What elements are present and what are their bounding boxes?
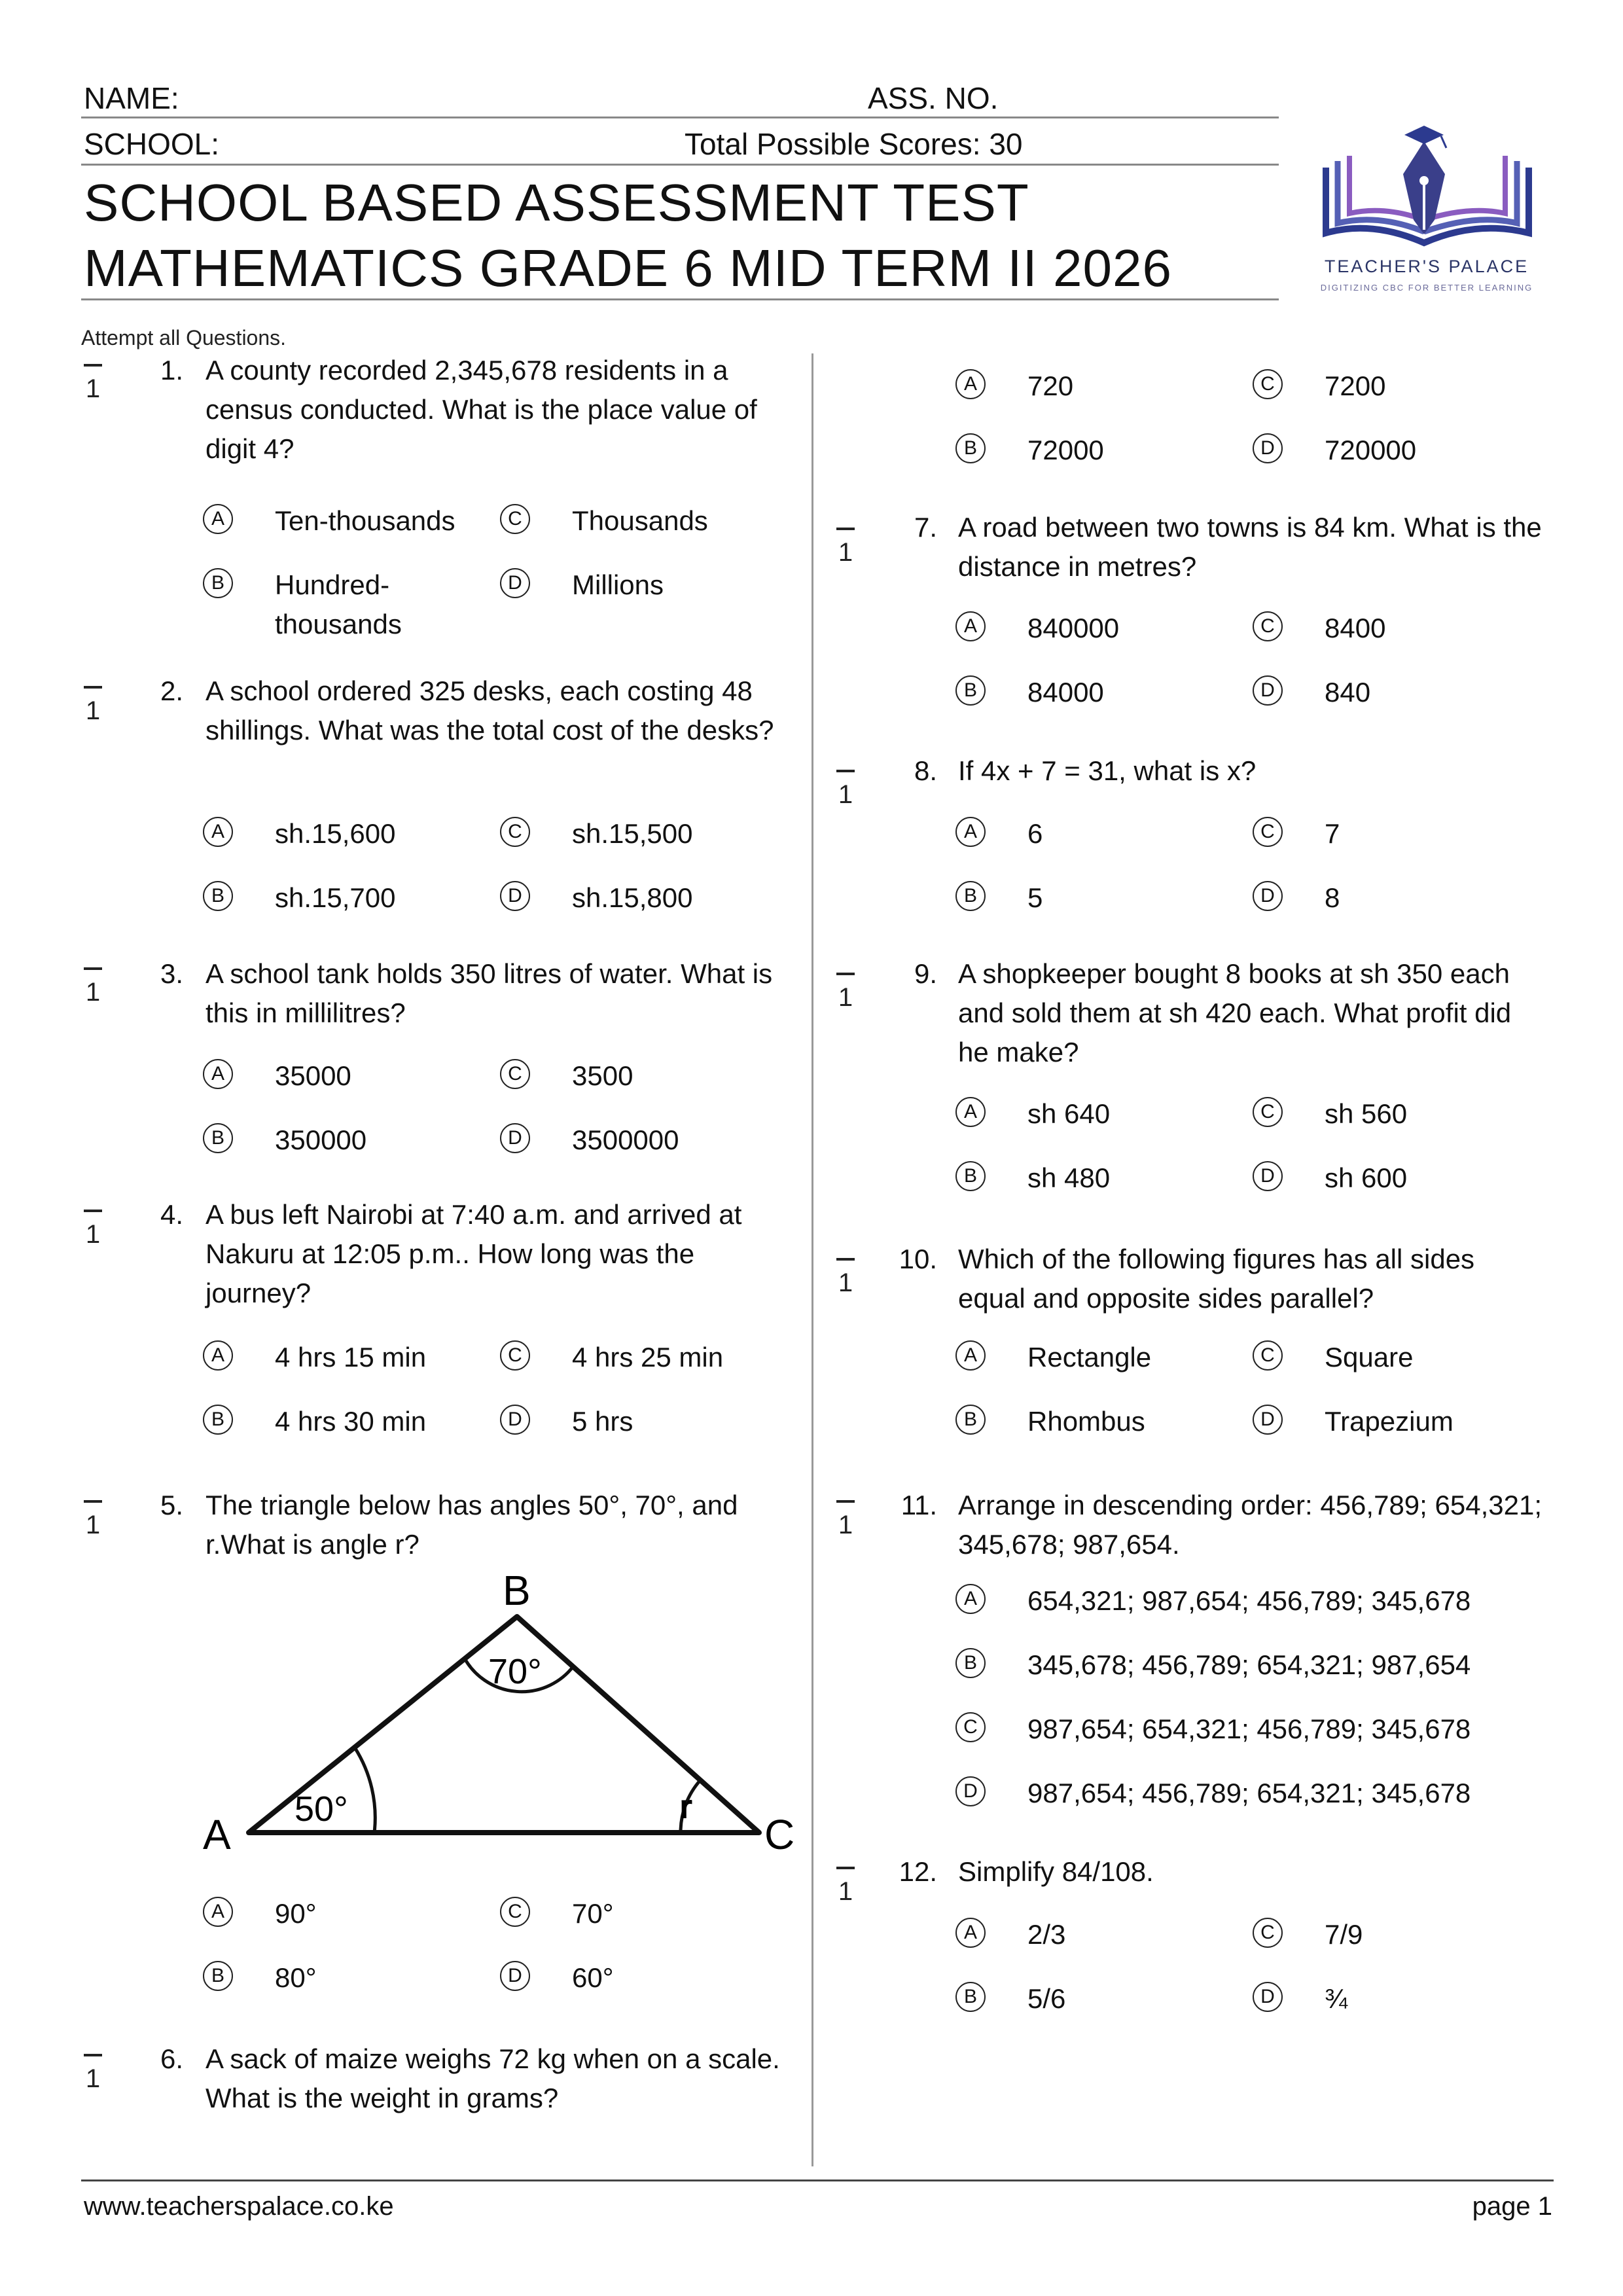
angle-b-label: 70° <box>488 1652 542 1691</box>
option-text: 350000 <box>275 1124 367 1155</box>
name-line <box>81 117 1279 118</box>
question-stem: Which of the following figures has all sides equal and opposite sides parallel? <box>958 1244 1475 1314</box>
option-text: Rectangle <box>1027 1342 1152 1372</box>
angle-c-label: r <box>679 1788 693 1826</box>
option-letter: D <box>500 1961 530 1991</box>
option-letter: B <box>955 1982 986 2012</box>
page-title-line2: MATHEMATICS GRADE 6 MID TERM II 2026 <box>84 239 1172 297</box>
mark-box <box>832 1500 859 1541</box>
mark-value: 1 <box>838 538 853 567</box>
mark-box <box>80 1210 106 1250</box>
option-letter: B <box>955 675 986 706</box>
logo-tagline: DIGITIZING CBC FOR BETTER LEARNING <box>1320 283 1533 293</box>
option-letter: C <box>500 1340 530 1371</box>
option-text: 987,654; 654,321; 456,789; 345,678 <box>1027 1713 1471 1744</box>
option-text: 3500000 <box>572 1124 679 1155</box>
total-scores: Total Possible Scores: 30 <box>685 127 1023 161</box>
question-number: 5. <box>160 1490 183 1520</box>
option-letter: C <box>500 1059 530 1089</box>
option-text: 654,321; 987,654; 456,789; 345,678 <box>1027 1585 1471 1616</box>
mark-value: 1 <box>838 1877 853 1906</box>
option-letter: D <box>500 1123 530 1153</box>
option-text: 7 <box>1325 818 1340 849</box>
option-letter: B <box>203 568 233 598</box>
mark-value: 1 <box>838 1268 853 1297</box>
question-stem: If 4x + 7 = 31, what is x? <box>958 755 1257 786</box>
mark-value: 1 <box>838 780 853 809</box>
option-text: 5 <box>1027 882 1043 913</box>
option-letter: A <box>955 1584 986 1614</box>
option-text: sh 560 <box>1325 1098 1408 1129</box>
option-text: sh.15,700 <box>275 882 396 913</box>
mark-value: 1 <box>85 374 101 403</box>
question-number: 10. <box>899 1244 937 1274</box>
option-letter: B <box>955 1161 986 1191</box>
mark-box <box>80 2054 106 2094</box>
column-divider <box>812 353 813 2166</box>
mark-box <box>80 1500 106 1541</box>
option-text: 72000 <box>1027 435 1104 465</box>
option-text: 2/3 <box>1027 1919 1066 1950</box>
angle-arc-a <box>355 1748 375 1833</box>
name-label: NAME: <box>84 81 179 115</box>
option-text: sh 600 <box>1325 1162 1408 1193</box>
option-letter: A <box>955 1097 986 1127</box>
option-letter: A <box>955 611 986 641</box>
option-text: ¾ <box>1325 1983 1348 2014</box>
option-text: 6 <box>1027 818 1043 849</box>
mark-box <box>80 686 106 726</box>
option-letter: D <box>1253 433 1283 463</box>
option-text: Square <box>1325 1342 1414 1372</box>
question-stem: A road between two towns is 84 km. What is the distance in metres? <box>958 512 1542 582</box>
option-text: 840000 <box>1027 613 1120 643</box>
question-stem: Arrange in descending order: 456,789; 654,321; 345,678; 987,654. <box>958 1490 1542 1560</box>
option-letter: A <box>203 1059 233 1089</box>
option-letter: A <box>203 1897 233 1927</box>
option-text: 80° <box>275 1962 317 1993</box>
option-letter: A <box>203 817 233 847</box>
angle-a-label: 50° <box>294 1789 348 1829</box>
option-text: Thousands <box>572 505 708 536</box>
triangle-diagram <box>196 1571 812 1872</box>
option-letter: D <box>500 881 530 911</box>
option-text: sh 480 <box>1027 1162 1111 1193</box>
question-number: 2. <box>160 675 183 706</box>
footer-line <box>81 2179 1554 2181</box>
question-stem: A bus left Nairobi at 7:40 a.m. and arrived at Nakuru at 12:05 p.m.. How long was the journey? <box>205 1199 742 1308</box>
option-letter: C <box>1253 817 1283 847</box>
question-stem: The triangle below has angles 50°, 70°, and r.What is angle r? <box>205 1490 738 1560</box>
page-number: page 1 <box>1472 2192 1552 2221</box>
option-text: sh.15,800 <box>572 882 693 913</box>
logo-name: TEACHER'S PALACE <box>1324 257 1529 276</box>
option-letter: A <box>955 369 986 399</box>
option-text: 987,654; 456,789; 654,321; 345,678 <box>1027 1778 1471 1808</box>
option-text: 90° <box>275 1898 317 1929</box>
mark-value: 1 <box>85 1511 101 1539</box>
question-stem: Simplify 84/108. <box>958 1856 1154 1887</box>
question-number: 9. <box>914 958 937 989</box>
option-letter: B <box>203 1405 233 1435</box>
option-letter: D <box>1253 1405 1283 1435</box>
question-number: 6. <box>160 2043 183 2074</box>
mark-box <box>832 770 859 810</box>
option-text: sh.15,600 <box>275 818 396 849</box>
vertex-c-label: C <box>764 1811 795 1858</box>
option-letter: A <box>203 504 233 534</box>
option-text: Hundred-thousands <box>275 569 402 639</box>
option-letter: C <box>1253 369 1283 399</box>
mark-box <box>832 1867 859 1907</box>
option-text: 84000 <box>1027 677 1104 708</box>
option-text: 7/9 <box>1325 1919 1363 1950</box>
option-letter: A <box>955 1340 986 1371</box>
question-number: 7. <box>914 512 937 543</box>
school-line <box>81 164 1279 166</box>
question-stem: A school ordered 325 desks, each costing 48 shillings. What was the total cost of the desks? <box>205 675 774 745</box>
option-text: 840 <box>1325 677 1371 708</box>
option-letter: A <box>203 1340 233 1371</box>
question-number: 12. <box>899 1856 937 1887</box>
option-letter: B <box>955 1405 986 1435</box>
option-letter: C <box>955 1712 986 1742</box>
mark-box <box>80 967 106 1008</box>
option-letter: C <box>1253 1097 1283 1127</box>
mark-box <box>832 973 859 1013</box>
option-letter: C <box>1253 1918 1283 1948</box>
option-letter: B <box>955 881 986 911</box>
option-text: Rhombus <box>1027 1406 1145 1437</box>
mark-box <box>832 528 859 568</box>
option-text: 8400 <box>1325 613 1386 643</box>
option-text: 5 hrs <box>572 1406 633 1437</box>
question-number: 3. <box>160 958 183 989</box>
school-label: SCHOOL: <box>84 127 220 161</box>
option-text: 5/6 <box>1027 1983 1066 2014</box>
option-letter: C <box>1253 1340 1283 1371</box>
footer-url[interactable]: www.teacherspalace.co.ke <box>84 2192 394 2221</box>
vertex-a-label: A <box>203 1811 231 1858</box>
option-letter: D <box>500 1405 530 1435</box>
mark-value: 1 <box>85 2064 101 2093</box>
mark-value: 1 <box>838 1511 853 1539</box>
mark-box <box>80 364 106 404</box>
option-text: sh.15,500 <box>572 818 693 849</box>
option-letter: B <box>203 1961 233 1991</box>
question-stem: A county recorded 2,345,678 residents in a census conducted. What is the place value of digit 4? <box>205 355 757 464</box>
option-letter: C <box>500 1897 530 1927</box>
option-text: 60° <box>572 1962 614 1993</box>
question-number: 1. <box>160 355 183 386</box>
option-text: 4 hrs 15 min <box>275 1342 427 1372</box>
mark-box <box>832 1258 859 1299</box>
option-letter: D <box>1253 881 1283 911</box>
option-letter: D <box>1253 1161 1283 1191</box>
option-text: 8 <box>1325 882 1340 913</box>
option-letter: A <box>955 817 986 847</box>
option-text: Trapezium <box>1325 1406 1454 1437</box>
question-number: 8. <box>914 755 937 786</box>
title-line <box>81 298 1279 300</box>
option-letter: D <box>500 568 530 598</box>
option-letter: C <box>500 504 530 534</box>
option-letter: D <box>1253 1982 1283 2012</box>
option-text: sh 640 <box>1027 1098 1111 1129</box>
mark-value: 1 <box>85 696 101 725</box>
option-letter: B <box>203 1123 233 1153</box>
option-letter: B <box>203 881 233 911</box>
option-letter: C <box>1253 611 1283 641</box>
option-text: 7200 <box>1325 370 1386 401</box>
option-letter: B <box>955 1648 986 1678</box>
question-number: 4. <box>160 1199 183 1230</box>
question-stem: A school tank holds 350 litres of water. What is this in millilitres? <box>205 958 773 1028</box>
instructions: Attempt all Questions. <box>81 326 287 350</box>
question-stem: A shopkeeper bought 8 books at sh 350 each and sold them at sh 420 each. What profit did he make? <box>958 958 1512 1067</box>
question-stem: A sack of maize weighs 72 kg when on a scale. What is the weight in grams? <box>205 2043 780 2113</box>
ass-no-label: ASS. NO. <box>868 81 999 115</box>
option-text: 4 hrs 25 min <box>572 1342 724 1372</box>
vertex-b-label: B <box>503 1571 531 1614</box>
question-number: 11. <box>901 1490 937 1520</box>
option-text: 720 <box>1027 370 1074 401</box>
option-letter: B <box>955 433 986 463</box>
option-text: Millions <box>572 569 664 600</box>
mark-value: 1 <box>838 983 853 1012</box>
option-letter: C <box>500 817 530 847</box>
page-title-line1: SCHOOL BASED ASSESSMENT TEST <box>84 173 1029 232</box>
option-text: 720000 <box>1325 435 1417 465</box>
option-text: 345,678; 456,789; 654,321; 987,654 <box>1027 1649 1471 1680</box>
option-text: 35000 <box>275 1060 351 1091</box>
option-text: Ten-thousands <box>275 505 455 536</box>
option-text: 70° <box>572 1898 614 1929</box>
mark-value: 1 <box>85 978 101 1007</box>
option-letter: D <box>955 1776 986 1806</box>
option-text: 4 hrs 30 min <box>275 1406 427 1437</box>
option-text: 3500 <box>572 1060 633 1091</box>
mark-value: 1 <box>85 1220 101 1249</box>
option-letter: A <box>955 1918 986 1948</box>
option-letter: D <box>1253 675 1283 706</box>
